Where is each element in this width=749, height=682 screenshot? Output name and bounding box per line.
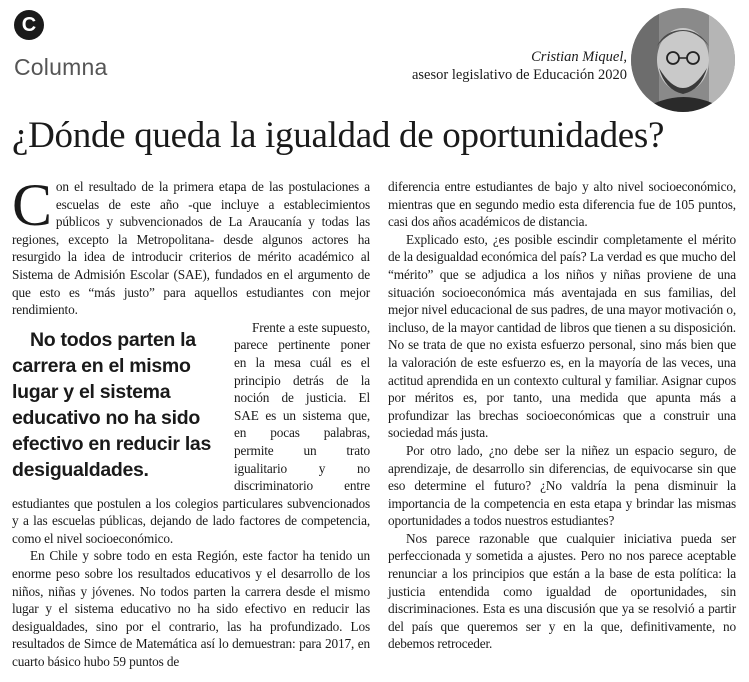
paragraph-4: diferencia entre estudiantes de bajo y alto nivel socioeconómico, mientras que en segundo medio esta diferencia fue de 105 puntos, casi dos años académicos de distancia. [388,179,736,230]
article-column-1 [12,172,370,671]
paragraph-5: Explicado esto, ¿es posible escindir completamente el mérito de la desigualdad económica del país? La verdad es que mucho del “mérito” que se adjudica a los niños y niñas proviene de una situación socioeconómica más aventajada en sus familias, del mejor nivel educacional de sus padres, de una mayor motivación o, incluso, de la mayor cantidad de libros que tienen a su disposición. No se trata de que no exista esfuerzo personal, sino más bien que la valoración de este esfuerzo es, en la mayoría de las veces, una actitud aprendida en un contexto cultural y familiar. Asignar cupos por méritos es, por tanto, una medida que apunta más a profundizar las brechas socioeconómicas que a construir una sociedad más justa. [388,231,736,441]
author-name: Cristian Miquel, [531,49,627,65]
article-headline: ¿Dónde queda la igualdad de oportunidades? [12,115,665,156]
paragraph-7: Nos parece razonable que cualquier iniciativa pueda ser perfeccionada y sometida a ajustes. Pero no nos parece aceptable renunciar a los principios que están a la base de esta política: la justicia entendida como igualdad de oportunidades, sin discriminaciones. Esta es una discusión que ya se resolvió a partir del país que queremos ser y en la que, definitivamente, no debemos retroceder. [388,530,736,652]
paragraph-3: En Chile y sobre todo en esta Región, este factor ha tenido un enorme peso sobre los resultados educativos y el desarrollo de los niños, niñas y jóvenes. No todos parten la carrera desde el mismo lugar y el sistema educativo no ha sido efectivo en reducir las desigualdades, sino por el contrario, las ha profundizado. Los resultados de Simce de Matemática así lo demuestran: para 2017, en cuarto básico hubo 59 puntos de [12,548,370,670]
article-column-2 [388,178,736,653]
drop-cap: C [12,172,52,238]
pull-quote: No todos parten la carrera en el mismo lugar y el sistema educativo no ha sido efectivo en reducir las desigualdades. [12,328,212,481]
column-badge: C [14,10,44,40]
section-label: Columna [14,54,108,80]
paragraph-1-text: on el resultado de la primera etapa de las postulaciones a escuelas de este año -que incluye a establecimientos públicos y subvencionados de La Araucanía y todas las regiones, excepto la Metropolitana- desde algunos actores ha resurgido la idea de introducir criterios de mérito académico al Sistema de Admisión Escolar (SAE), fundados en el argumento de que esto es “más justo” para aquellos estudiantes con mejor rendimiento. [12,179,370,318]
paragraph-2 [12,319,370,548]
paragraph-1 [12,172,370,319]
paragraph-6: Por otro lado, ¿no debe ser la niñez un espacio seguro, de aprendizaje, de desarrollo sin diferencias, de equivocarse sin que eso determine el futuro? ¿No valdría la pena disminuir la importancia de la competencia en esta etapa y brindar las mismas oportunidades a todos nuestros estudiantes? [388,442,736,529]
author-photo [629,8,737,112]
author-role: asesor legislativo de Educación 2020 [411,67,627,83]
paragraph-2-text: Frente a este supuesto, parece pertinente poner en la mesa cuál es el principio detrás de la noción de justicia. El SAE es un sistema que, en pocas palabras, permite un trato igualitario y no discriminatorio entre estudiantes que postulen a los colegios particulares subvencionados y a las escuelas públicas, dejando de lado factores de competencia, como el nivel socioeconómico. [12,319,370,546]
author-byline [412,48,627,84]
